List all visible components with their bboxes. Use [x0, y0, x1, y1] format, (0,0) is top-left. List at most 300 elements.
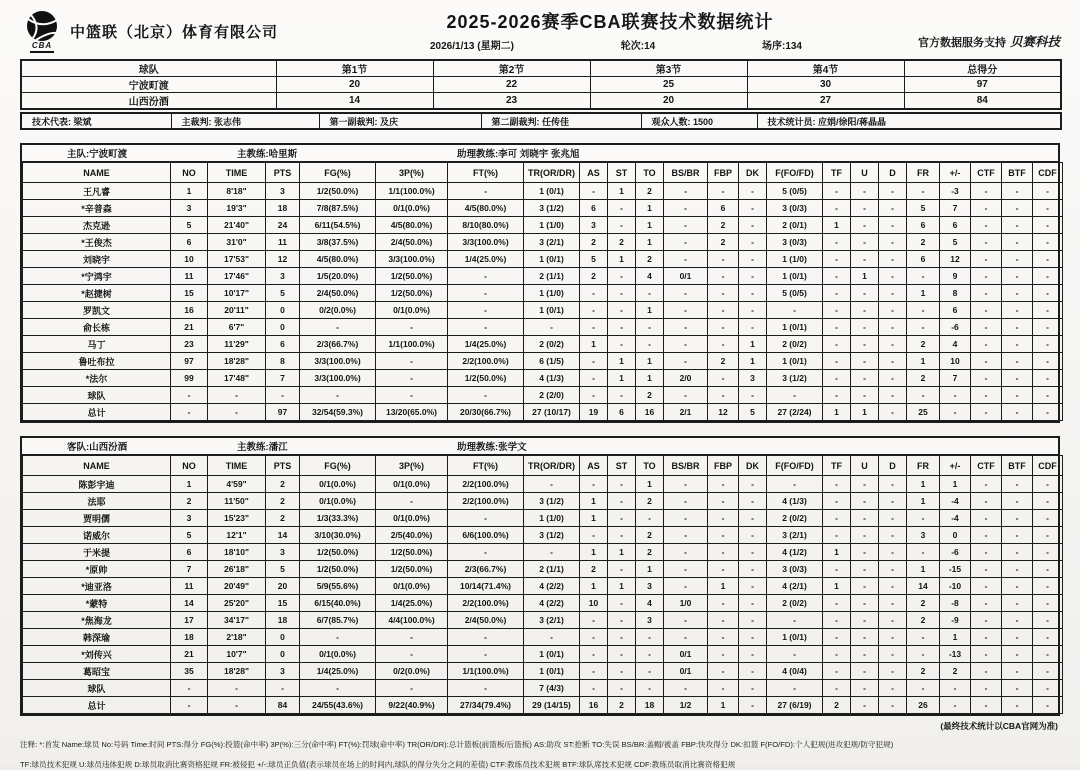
stat-cell: 6/15(40.0%): [300, 595, 376, 612]
stat-cell: -: [171, 387, 208, 404]
stat-cell: -: [823, 319, 851, 336]
stat-cell: 6: [266, 336, 300, 353]
stat-cell: -: [971, 629, 1002, 646]
stat-cell: -: [708, 476, 739, 493]
stat-cell: -: [1033, 493, 1063, 510]
stat-cell: 10/14(71.4%): [448, 578, 524, 595]
stat-cell: 30: [747, 77, 904, 93]
stat-cell: 2/2(100.0%): [448, 476, 524, 493]
stat-cell: -: [1033, 697, 1063, 714]
column-header-cell: TF: [823, 163, 851, 183]
stat-cell: 2/2(100.0%): [448, 493, 524, 510]
stat-cell: -9: [940, 612, 971, 629]
stat-cell: -: [971, 612, 1002, 629]
stat-cell: -: [971, 268, 1002, 285]
stat-cell: -: [851, 200, 879, 217]
stat-cell: -: [608, 302, 636, 319]
company-name: 中篮联（北京）体育有限公司: [70, 24, 279, 41]
stat-cell: -: [739, 493, 767, 510]
table-row: [23, 387, 1063, 404]
stat-cell: -: [851, 285, 879, 302]
stat-cell: 34'17": [208, 612, 266, 629]
stat-cell: -: [1002, 268, 1033, 285]
totals-row: [23, 697, 1063, 714]
stat-cell: 1: [636, 476, 664, 493]
stat-cell: 1: [608, 353, 636, 370]
stat-cell: *原帅: [23, 561, 171, 578]
stat-cell: -: [823, 387, 851, 404]
stat-cell: -: [208, 680, 266, 697]
stat-cell: -: [851, 510, 879, 527]
stat-cell: -: [971, 544, 1002, 561]
column-header-cell: U: [851, 456, 879, 476]
table-row: [23, 353, 1063, 370]
home-stats-table: [22, 162, 1063, 421]
stat-cell: 3: [266, 544, 300, 561]
stat-cell: 26: [907, 697, 940, 714]
stat-cell: -: [1033, 370, 1063, 387]
stat-cell: 11: [171, 268, 208, 285]
stat-cell: 1: [580, 336, 608, 353]
stat-cell: 1 (0/1): [767, 319, 823, 336]
stat-cell: 18: [266, 200, 300, 217]
stat-cell: 20/30(66.7%): [448, 404, 524, 421]
stat-cell: -: [879, 561, 907, 578]
stat-cell: -: [907, 302, 940, 319]
stat-cell: 5: [739, 404, 767, 421]
stat-cell: 7: [266, 370, 300, 387]
stat-cell: 王凡睿: [23, 183, 171, 200]
stat-cell: -: [823, 510, 851, 527]
stat-cell: -: [708, 680, 739, 697]
stat-cell: -: [300, 319, 376, 336]
stat-cell: 1: [907, 285, 940, 302]
column-header-cell: FR: [907, 456, 940, 476]
stat-cell: 1/2(50.0%): [300, 561, 376, 578]
stat-cell: 2: [608, 234, 636, 251]
column-header-cell: ST: [608, 163, 636, 183]
stat-cell: 3: [266, 663, 300, 680]
stat-cell: 9/22(40.9%): [376, 697, 448, 714]
stat-cell: 11'29": [208, 336, 266, 353]
stat-cell: -: [1002, 319, 1033, 336]
stat-cell: -: [1002, 302, 1033, 319]
stat-cell: -: [971, 336, 1002, 353]
stat-cell: 1 (1/0): [524, 217, 580, 234]
stat-cell: 14: [171, 595, 208, 612]
stat-cell: 2: [171, 493, 208, 510]
stat-cell: 1 (0/1): [524, 251, 580, 268]
stat-cell: 2/1: [664, 404, 708, 421]
stat-cell: 16: [580, 697, 608, 714]
table-row: [23, 527, 1063, 544]
table-row: [23, 595, 1063, 612]
stat-cell: 25'20": [208, 595, 266, 612]
stat-cell: -: [664, 561, 708, 578]
stat-cell: -: [524, 476, 580, 493]
stat-cell: -: [664, 285, 708, 302]
stat-cell: -: [1033, 183, 1063, 200]
stat-cell: 2 (2/0): [524, 387, 580, 404]
stat-cell: -: [907, 646, 940, 663]
stat-cell: 总计: [23, 404, 171, 421]
stat-cell: 35: [171, 663, 208, 680]
stat-cell: -6: [940, 319, 971, 336]
column-header-cell: TR(OR/DR): [524, 163, 580, 183]
stat-cell: -: [580, 183, 608, 200]
away-team-label: 客队:山西汾酒: [67, 442, 128, 453]
column-header-cell: BS/BR: [664, 163, 708, 183]
stat-cell: 2: [636, 183, 664, 200]
stat-cell: -: [971, 234, 1002, 251]
home-stats-header-row: [23, 163, 1063, 183]
table-row: [23, 510, 1063, 527]
stat-cell: -: [767, 476, 823, 493]
stat-cell: 1/2: [664, 697, 708, 714]
stat-cell: -: [266, 680, 300, 697]
table-row: [23, 302, 1063, 319]
stat-cell: -: [708, 251, 739, 268]
company-block: [20, 8, 390, 53]
stat-cell: -: [971, 183, 1002, 200]
stat-cell: 2/4(50.0%): [448, 612, 524, 629]
stat-cell: 3 (1/2): [767, 370, 823, 387]
stat-cell: 1: [608, 578, 636, 595]
column-header-cell: F(FO/FD): [767, 456, 823, 476]
stat-cell: -: [608, 200, 636, 217]
stat-cell: -8: [940, 595, 971, 612]
stat-cell: 11: [171, 578, 208, 595]
stat-cell: *刘传兴: [23, 646, 171, 663]
column-header-cell: D: [879, 163, 907, 183]
stat-cell: 14: [266, 527, 300, 544]
stat-cell: -: [940, 387, 971, 404]
stat-cell: 84: [904, 93, 1061, 110]
stat-cell: -: [708, 285, 739, 302]
table-row: [23, 183, 1063, 200]
stat-cell: -: [300, 629, 376, 646]
legend-line-2: TF:球员技术犯规 U:球员违体犯规 D:球员取消比赛资格犯规 FR:被侵犯 +/-:球员正负值(表示球员在场上的时间内,球队的得分失分之间的差值) CTF:教练员技术犯规 BTF:球队席技术犯规 CDF:教练员取消比赛资格犯规: [20, 759, 736, 769]
stat-cell: 1: [708, 697, 739, 714]
stat-cell: -: [823, 527, 851, 544]
stat-cell: -: [971, 578, 1002, 595]
stat-cell: -: [851, 370, 879, 387]
stat-cell: 3: [580, 217, 608, 234]
stat-cell: 6: [608, 404, 636, 421]
officials-table: [20, 112, 1062, 130]
stat-cell: 1/4(25.0%): [300, 663, 376, 680]
table-row: [23, 200, 1063, 217]
stat-cell: -: [664, 234, 708, 251]
stat-cell: -: [1033, 527, 1063, 544]
stat-cell: -15: [940, 561, 971, 578]
page-title: 2025-2026赛季CBA联赛技术数据统计: [446, 12, 774, 32]
stat-cell: 2: [580, 561, 608, 578]
stat-cell: 3: [636, 612, 664, 629]
stat-cell: -: [879, 404, 907, 421]
stat-cell: 4 (2/2): [524, 578, 580, 595]
stat-cell: 1: [636, 561, 664, 578]
stat-cell: -: [879, 493, 907, 510]
round-label: 轮次:14: [620, 41, 656, 52]
stat-cell: -: [608, 510, 636, 527]
stat-cell: -: [879, 629, 907, 646]
stat-cell: 3 (2/1): [524, 234, 580, 251]
sponsor-block: [830, 8, 1060, 50]
stat-cell: 17: [171, 612, 208, 629]
stat-cell: -: [851, 663, 879, 680]
stat-cell: -: [739, 510, 767, 527]
stat-cell: 2: [636, 544, 664, 561]
stat-cell: -: [940, 404, 971, 421]
stat-cell: -: [1033, 612, 1063, 629]
stat-cell: -: [879, 595, 907, 612]
stat-cell: -: [879, 510, 907, 527]
stat-cell: 12: [708, 404, 739, 421]
stat-cell: 1 (0/1): [767, 353, 823, 370]
stat-cell: 5: [907, 200, 940, 217]
stat-cell: -: [879, 697, 907, 714]
stat-cell: 2: [608, 697, 636, 714]
stat-cell: -: [608, 680, 636, 697]
stat-cell: 12'1": [208, 527, 266, 544]
stat-cell: 1/3(33.3%): [300, 510, 376, 527]
stat-cell: -: [664, 319, 708, 336]
stat-cell: 1: [636, 302, 664, 319]
stat-cell: -: [708, 268, 739, 285]
stat-cell: 陈彭宇迪: [23, 476, 171, 493]
column-header-cell: 3P(%): [376, 163, 448, 183]
stat-cell: -: [664, 387, 708, 404]
table-row: [21, 93, 1061, 110]
away-team-section: [20, 436, 1060, 716]
stat-cell: 0: [266, 629, 300, 646]
stat-cell: -13: [940, 646, 971, 663]
stat-cell: 1: [823, 404, 851, 421]
stat-cell: -: [823, 370, 851, 387]
stat-cell: -: [580, 527, 608, 544]
stat-cell: 2/5(40.0%): [376, 527, 448, 544]
stat-cell: 20: [266, 578, 300, 595]
score-body: [21, 77, 1061, 110]
stat-cell: 2/3(66.7%): [448, 561, 524, 578]
stat-cell: -: [608, 629, 636, 646]
stat-cell: -: [879, 646, 907, 663]
stat-cell: 17'53": [208, 251, 266, 268]
stat-cell: *迪亚洛: [23, 578, 171, 595]
stat-cell: -: [1033, 285, 1063, 302]
stat-cell: 1: [823, 217, 851, 234]
stat-cell: 5: [266, 285, 300, 302]
column-header-cell: DK: [739, 163, 767, 183]
table-row: [23, 285, 1063, 302]
stat-cell: 32/54(59.3%): [300, 404, 376, 421]
stat-cell: 20: [590, 93, 747, 110]
stat-cell: 3 (2/1): [767, 527, 823, 544]
stat-cell: 0: [940, 527, 971, 544]
stat-cell: -: [1002, 285, 1033, 302]
stat-cell: 15: [266, 595, 300, 612]
stat-cell: 2: [907, 336, 940, 353]
stat-cell: 2/0: [664, 370, 708, 387]
stat-cell: 21: [171, 646, 208, 663]
stat-cell: -: [636, 629, 664, 646]
stat-cell: -: [739, 561, 767, 578]
stat-cell: -: [376, 680, 448, 697]
stat-cell: -: [851, 697, 879, 714]
stat-cell: 球队: [23, 680, 171, 697]
stat-cell: -: [1002, 251, 1033, 268]
stat-cell: -: [1033, 680, 1063, 697]
stat-cell: 2: [907, 595, 940, 612]
stat-cell: 1: [636, 200, 664, 217]
stat-cell: 1: [823, 578, 851, 595]
column-header-cell: CTF: [971, 456, 1002, 476]
stat-cell: 2'18": [208, 629, 266, 646]
stat-cell: 99: [171, 370, 208, 387]
stat-cell: 7: [171, 561, 208, 578]
info-cell: 技术统计员: 应娟/徐阳/蒋晶晶: [757, 113, 1061, 129]
stat-cell: 2: [266, 476, 300, 493]
score-header-row: [21, 60, 1061, 77]
column-header-cell: BS/BR: [664, 456, 708, 476]
stat-cell: 法耶: [23, 493, 171, 510]
stat-cell: -: [1002, 387, 1033, 404]
column-header-cell: NO: [171, 163, 208, 183]
column-header-cell: F(FO/FD): [767, 163, 823, 183]
stat-cell: -: [1002, 510, 1033, 527]
stat-cell: 20'11": [208, 302, 266, 319]
column-header-cell: CDF: [1033, 163, 1063, 183]
stat-cell: -: [580, 680, 608, 697]
column-header-cell: +/-: [940, 456, 971, 476]
stat-cell: 18'28": [208, 353, 266, 370]
stat-cell: -: [851, 680, 879, 697]
stat-cell: 1: [907, 353, 940, 370]
stat-cell: -: [608, 268, 636, 285]
stat-cell: -: [708, 510, 739, 527]
stat-cell: -: [971, 476, 1002, 493]
stat-cell: 1/4(25.0%): [448, 336, 524, 353]
stat-cell: -: [879, 353, 907, 370]
stat-cell: 0/1: [664, 646, 708, 663]
table-row: [23, 561, 1063, 578]
stat-cell: 27: [747, 93, 904, 110]
stat-cell: -: [636, 285, 664, 302]
stat-cell: 8'18": [208, 183, 266, 200]
stat-cell: 27/34(79.4%): [448, 697, 524, 714]
column-header-cell: 第4节: [747, 60, 904, 77]
stat-cell: -: [1033, 404, 1063, 421]
stat-cell: -: [376, 646, 448, 663]
stat-cell: 3/8(37.5%): [300, 234, 376, 251]
stat-cell: 1: [580, 493, 608, 510]
column-header-cell: FBP: [708, 163, 739, 183]
stat-cell: -: [879, 183, 907, 200]
stat-cell: 97: [904, 77, 1061, 93]
stat-cell: -: [708, 612, 739, 629]
stat-cell: 11'50": [208, 493, 266, 510]
stat-cell: 罗凯文: [23, 302, 171, 319]
stat-cell: -: [879, 285, 907, 302]
stat-cell: -: [1002, 629, 1033, 646]
column-header-cell: CDF: [1033, 456, 1063, 476]
stat-cell: -: [1033, 302, 1063, 319]
stat-cell: -: [851, 336, 879, 353]
stat-cell: 2 (1/1): [524, 561, 580, 578]
stat-cell: 13/20(65.0%): [376, 404, 448, 421]
stat-cell: -: [851, 544, 879, 561]
table-row: [23, 493, 1063, 510]
stat-cell: -: [823, 561, 851, 578]
stat-cell: 1: [636, 370, 664, 387]
stat-cell: -: [448, 544, 524, 561]
stat-cell: -: [608, 319, 636, 336]
stat-cell: 6: [907, 251, 940, 268]
stat-cell: 0/2(0.0%): [376, 663, 448, 680]
stat-cell: 刘晓宇: [23, 251, 171, 268]
stat-cell: 1/5(20.0%): [300, 268, 376, 285]
stat-cell: -: [879, 251, 907, 268]
sponsor-brand: 贝赛科技: [1009, 35, 1060, 49]
stat-cell: -: [971, 561, 1002, 578]
stat-cell: -: [1033, 629, 1063, 646]
stat-cell: 1: [823, 544, 851, 561]
stat-cell: 9: [940, 268, 971, 285]
column-header-cell: AS: [580, 456, 608, 476]
stat-cell: 12: [940, 251, 971, 268]
stat-cell: 2/3(66.7%): [300, 336, 376, 353]
stat-cell: -: [1033, 510, 1063, 527]
stat-cell: 宁波町渡: [21, 77, 276, 93]
stat-cell: 10'7": [208, 646, 266, 663]
stat-cell: -: [971, 595, 1002, 612]
stat-cell: -: [879, 217, 907, 234]
stat-cell: -: [823, 353, 851, 370]
stat-cell: -: [1002, 183, 1033, 200]
stat-cell: 5: [580, 251, 608, 268]
stat-cell: *王俊杰: [23, 234, 171, 251]
stat-cell: 2: [907, 234, 940, 251]
column-header-cell: D: [879, 456, 907, 476]
stat-cell: 4 (1/3): [767, 493, 823, 510]
stat-cell: -: [879, 370, 907, 387]
cba-logo-text: CBA: [30, 41, 54, 53]
stat-cell: -: [823, 663, 851, 680]
stat-cell: -: [823, 646, 851, 663]
table-row: [23, 476, 1063, 493]
stat-cell: -: [708, 629, 739, 646]
stat-cell: -: [940, 680, 971, 697]
stat-cell: 1: [907, 561, 940, 578]
stat-cell: -: [376, 387, 448, 404]
stat-cell: -: [823, 680, 851, 697]
stat-cell: -: [971, 200, 1002, 217]
stat-cell: -: [664, 510, 708, 527]
game-number-label: 场序:134: [761, 41, 802, 52]
stat-cell: 2: [907, 612, 940, 629]
info-cell: 第二副裁判: 任传佳: [481, 113, 641, 129]
stat-cell: 6: [171, 544, 208, 561]
stat-cell: 4 (1/2): [767, 544, 823, 561]
stat-cell: 21: [171, 319, 208, 336]
stat-cell: 1: [739, 336, 767, 353]
stat-cell: -: [739, 527, 767, 544]
stat-cell: -: [580, 646, 608, 663]
stat-cell: 1/4(25.0%): [448, 251, 524, 268]
stat-cell: 1/1(100.0%): [376, 183, 448, 200]
stat-cell: -: [448, 302, 524, 319]
